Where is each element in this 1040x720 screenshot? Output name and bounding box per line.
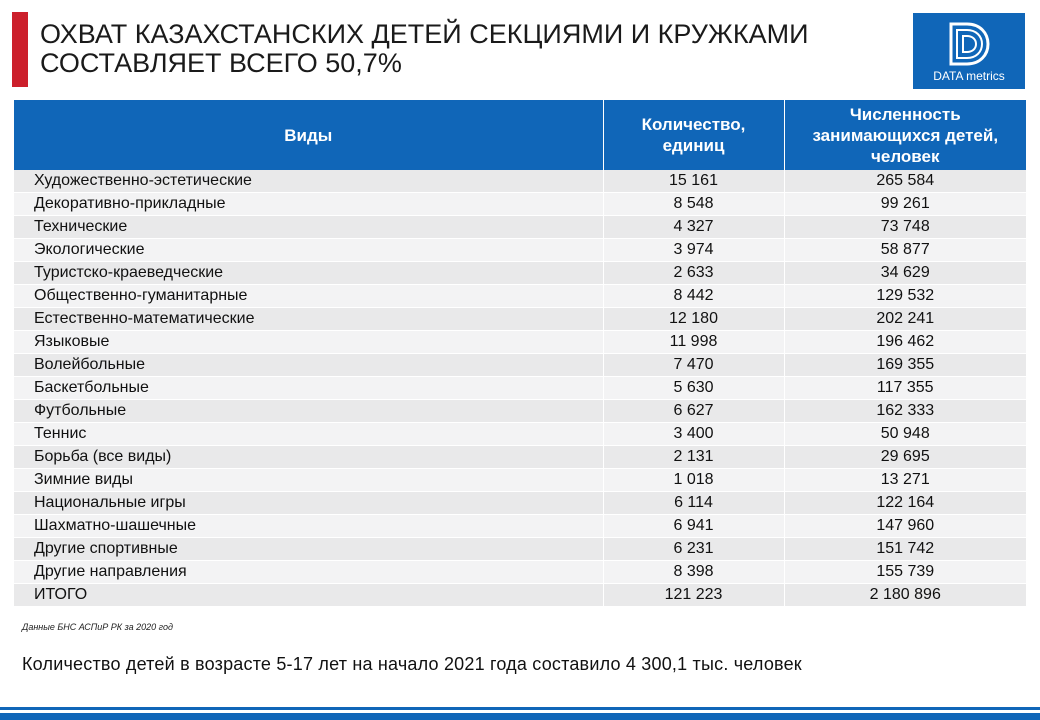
table-row [14, 538, 1026, 561]
cell-children: 169 355 [784, 354, 1026, 377]
table-row [14, 469, 1026, 492]
cell-count: 11 998 [603, 331, 784, 354]
cell-children: 117 355 [784, 377, 1026, 400]
cell-children: 13 271 [784, 469, 1026, 492]
cell-children: 29 695 [784, 446, 1026, 469]
data-table-container [14, 100, 1026, 607]
cell-children: 196 462 [784, 331, 1026, 354]
column-header-types: Виды [14, 100, 603, 170]
table-row [14, 331, 1026, 354]
cell-children: 265 584 [784, 170, 1026, 193]
cell-type: Туристско-краеведческие [14, 262, 603, 285]
table-row [14, 377, 1026, 400]
table-row [14, 446, 1026, 469]
table-row [14, 400, 1026, 423]
cell-type: Борьба (все виды) [14, 446, 603, 469]
table-row [14, 492, 1026, 515]
table-row [14, 170, 1026, 193]
table-header-row [14, 100, 1026, 170]
cell-children: 2 180 896 [784, 584, 1026, 607]
table-total-row [14, 584, 1026, 607]
cell-children: 122 164 [784, 492, 1026, 515]
cell-children: 58 877 [784, 239, 1026, 262]
cell-children: 155 739 [784, 561, 1026, 584]
cell-count: 3 974 [603, 239, 784, 262]
table-row [14, 423, 1026, 446]
cell-children: 99 261 [784, 193, 1026, 216]
cell-count: 15 161 [603, 170, 784, 193]
table-row [14, 262, 1026, 285]
column-header-count: Количество, единиц [603, 100, 784, 170]
column-header-children: Численность занимающихся детей, человек [784, 100, 1026, 170]
cell-type: ИТОГО [14, 584, 603, 607]
data-table [14, 100, 1026, 607]
cell-children: 162 333 [784, 400, 1026, 423]
cell-count: 2 633 [603, 262, 784, 285]
cell-count: 8 398 [603, 561, 784, 584]
table-row [14, 239, 1026, 262]
cell-type: Баскетбольные [14, 377, 603, 400]
table-row [14, 308, 1026, 331]
cell-type: Общественно-гуманитарные [14, 285, 603, 308]
cell-count: 3 400 [603, 423, 784, 446]
cell-count: 12 180 [603, 308, 784, 331]
title-line-1: ОХВАТ КАЗАХСТАНСКИХ ДЕТЕЙ СЕКЦИЯМИ И КРУЖКАМИ [40, 19, 809, 49]
cell-children: 129 532 [784, 285, 1026, 308]
cell-children: 73 748 [784, 216, 1026, 239]
source-note: Данные БНС АСПиР РК за 2020 год [22, 622, 173, 632]
cell-type: Национальные игры [14, 492, 603, 515]
table-row [14, 216, 1026, 239]
summary-note: Количество детей в возрасте 5-17 лет на начало 2021 года составило 4 300,1 тыс. человек [22, 654, 802, 674]
cell-type: Технические [14, 216, 603, 239]
cell-count: 2 131 [603, 446, 784, 469]
cell-type: Экологические [14, 239, 603, 262]
cell-count: 8 442 [603, 285, 784, 308]
footer-line [0, 707, 1040, 710]
cell-count: 1 018 [603, 469, 784, 492]
footer-bar [0, 713, 1040, 720]
logo-text: DATA metrics [933, 69, 1005, 83]
cell-children: 50 948 [784, 423, 1026, 446]
cell-count: 7 470 [603, 354, 784, 377]
table-row [14, 193, 1026, 216]
cell-count: 6 114 [603, 492, 784, 515]
cell-type: Волейбольные [14, 354, 603, 377]
cell-count: 8 548 [603, 193, 784, 216]
cell-type: Художественно-эстетические [14, 170, 603, 193]
cell-type: Футбольные [14, 400, 603, 423]
cell-children: 34 629 [784, 262, 1026, 285]
cell-count: 6 941 [603, 515, 784, 538]
cell-count: 121 223 [603, 584, 784, 607]
cell-type: Языковые [14, 331, 603, 354]
cell-type: Декоративно-прикладные [14, 193, 603, 216]
cell-type: Другие спортивные [14, 538, 603, 561]
cell-children: 147 960 [784, 515, 1026, 538]
table-row [14, 515, 1026, 538]
table-row [14, 354, 1026, 377]
cell-type: Шахматно-шашечные [14, 515, 603, 538]
cell-type: Зимние виды [14, 469, 603, 492]
title-accent-bar [12, 12, 28, 87]
cell-count: 4 327 [603, 216, 784, 239]
cell-count: 6 231 [603, 538, 784, 561]
data-metrics-logo [913, 13, 1025, 89]
cell-type: Естественно-математические [14, 308, 603, 331]
cell-type: Теннис [14, 423, 603, 446]
logo-d-icon [947, 21, 991, 67]
table-row [14, 285, 1026, 308]
cell-children: 151 742 [784, 538, 1026, 561]
cell-children: 202 241 [784, 308, 1026, 331]
page-title [40, 20, 870, 78]
title-line-2: СОСТАВЛЯЕТ ВСЕГО 50,7% [40, 48, 402, 78]
cell-count: 5 630 [603, 377, 784, 400]
table-row [14, 561, 1026, 584]
cell-count: 6 627 [603, 400, 784, 423]
cell-type: Другие направления [14, 561, 603, 584]
